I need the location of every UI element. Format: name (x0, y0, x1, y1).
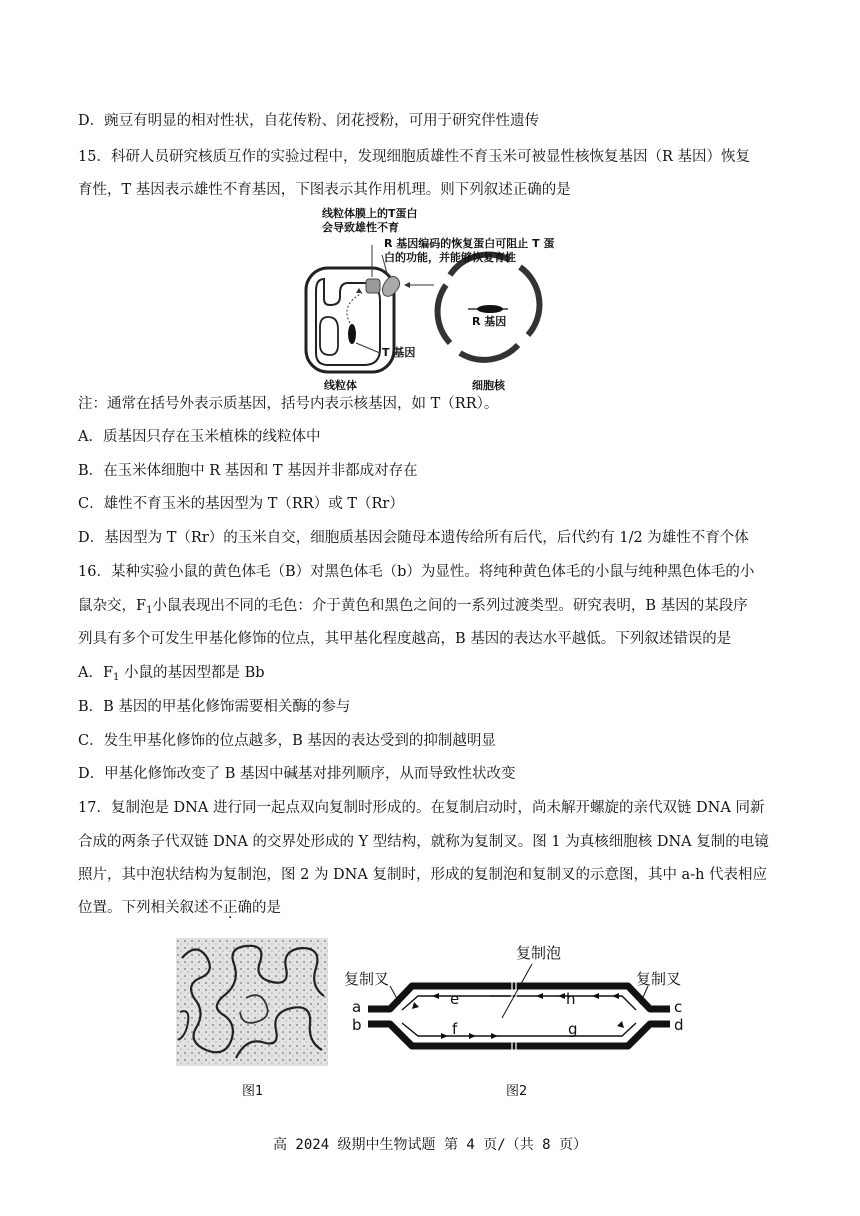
q15-stem-line2: 育性，T 基因表示雄性不育基因，下图表示其作用机理。则下列叙述正确的是 (78, 182, 571, 198)
figure1-em-photo (176, 938, 328, 1066)
q16-option-a: A．$F_1$ 小鼠的基因型都是 Bb (78, 665, 265, 683)
q16-stem-line3: 列具有多个可发生甲基化修饰的位点，其甲基化程度越高，B 基因的表达水平越低。下列叙述错误的是 (78, 631, 732, 647)
r-protein-label-2: 白的功能，并能够恢复育性 (384, 251, 516, 264)
r-gene-mark (477, 305, 503, 313)
q17-stem-line3: 照片，其中泡状结构为复制泡，图 2 为 DNA 复制时，形成的复制泡和复制叉的示意图，其中 a-h 代表相应 (78, 867, 768, 883)
fork-label-left: 复制叉 (344, 970, 390, 988)
letter-b: b (352, 1016, 362, 1034)
nucleus-envelope-3 (460, 345, 518, 360)
q15-stem-line1: 15．科研人员研究核质互作的实验过程中，发现细胞质雄性不育玉米可被显性核恢复基因（R 基因）恢复 (78, 149, 750, 165)
q16-stem-line1: 16．某种实验小鼠的黄色体毛（B）对黑色体毛（b）为显性。将纯种黄色体毛的小鼠与纯种黑色体毛的小 (78, 564, 755, 580)
figure1-caption: 图1 (242, 1084, 264, 1099)
q15-option-d: D．基因型为 T（Rr）的玉米自交，细胞质基因会随母本遗传给所有后代，后代约有 1/2 为雄性不育个体 (78, 530, 749, 546)
q15-option-a: A．质基因只存在玉米植株的线粒体中 (78, 429, 321, 445)
q15-option-b: B．在玉米体细胞中 R 基因和 T 基因并非都成对存在 (78, 463, 418, 479)
t-protein-label-1: 线粒体膜上的T蛋白 (322, 207, 418, 220)
letter-g: g (568, 1020, 578, 1038)
q16-option-d: D．甲基化修饰改变了 B 基因中碱基对排列顺序，从而导致性状改变 (78, 766, 516, 782)
mitochondria-label: 线粒体 (324, 379, 357, 392)
t-gene-mark (348, 324, 356, 344)
figure2-schematic (340, 938, 690, 1066)
q14-option-d: D．豌豆有明显的相对性状，自花传粉、闭花授粉，可用于研究伴性遗传 (78, 113, 540, 129)
new-strand-bottom (402, 1023, 636, 1036)
r-protein (382, 276, 399, 296)
t-gene-label: T 基因 (382, 346, 416, 359)
page-footer: 高 2024 级期中生物试题 第 4 页/（共 8 页） (272, 1137, 587, 1153)
letter-d: d (674, 1016, 684, 1034)
q17-stem-line2: 合成的两条子代双链 DNA 的交界处形成的 Y 型结构，就称为复制叉。图 1 为真核细胞核 DNA 复制的电镜 (78, 834, 769, 850)
q15-figure (300, 205, 570, 395)
letter-a: a (352, 998, 362, 1016)
t-protein-label-2: 会导致雄性不育 (322, 221, 399, 234)
strand-bottom (368, 1024, 670, 1046)
nucleus-envelope-4 (438, 285, 450, 343)
fork-label-right: 复制叉 (636, 970, 682, 988)
t-protein (366, 279, 380, 293)
letter-e: e (450, 990, 460, 1008)
letter-c: c (674, 998, 683, 1016)
figure2-caption: 图2 (506, 1084, 528, 1099)
q16-option-b: B．B 基因的甲基化修饰需要相关酶的参与 (78, 699, 351, 715)
q15-note: 注：通常在括号外表示质基因，括号内表示核基因，如 T（RR）。 (78, 396, 499, 412)
q16-stem-line2: 鼠杂交，$F_1$小鼠表现出不同的毛色：介于黄色和黑色之间的一系列过渡类型。研究表明，B 基因的某段序 (78, 598, 748, 616)
bubble-label: 复制泡 (516, 944, 562, 962)
r-protein-label-1: R 基因编码的恢复蛋白可阻止 T 蛋 (384, 237, 555, 250)
letter-f: f (452, 1020, 458, 1038)
r-gene-label: R 基因 (472, 315, 507, 328)
q16-option-c: C．发生甲基化修饰的位点越多，B 基因的表达受到的抑制越明显 (78, 733, 496, 749)
nucleus-label: 细胞核 (472, 379, 505, 392)
letter-h: h (566, 990, 576, 1008)
nucleus-envelope-2 (520, 267, 539, 335)
q17-stem-line1: 17．复制泡是 DNA 进行同一起点双向复制时形成的。在复制启动时，尚未解开螺旋的亲代双链 DNA 同新 (78, 800, 765, 816)
q15-option-c: C．雄性不育玉米的基因型为 T（RR）或 T（Rr） (78, 496, 404, 512)
q17-stem-line4: 位置。下列相关叙述不正确的是 (78, 900, 281, 916)
emphasis-not-correct: 不正确 (208, 900, 252, 916)
